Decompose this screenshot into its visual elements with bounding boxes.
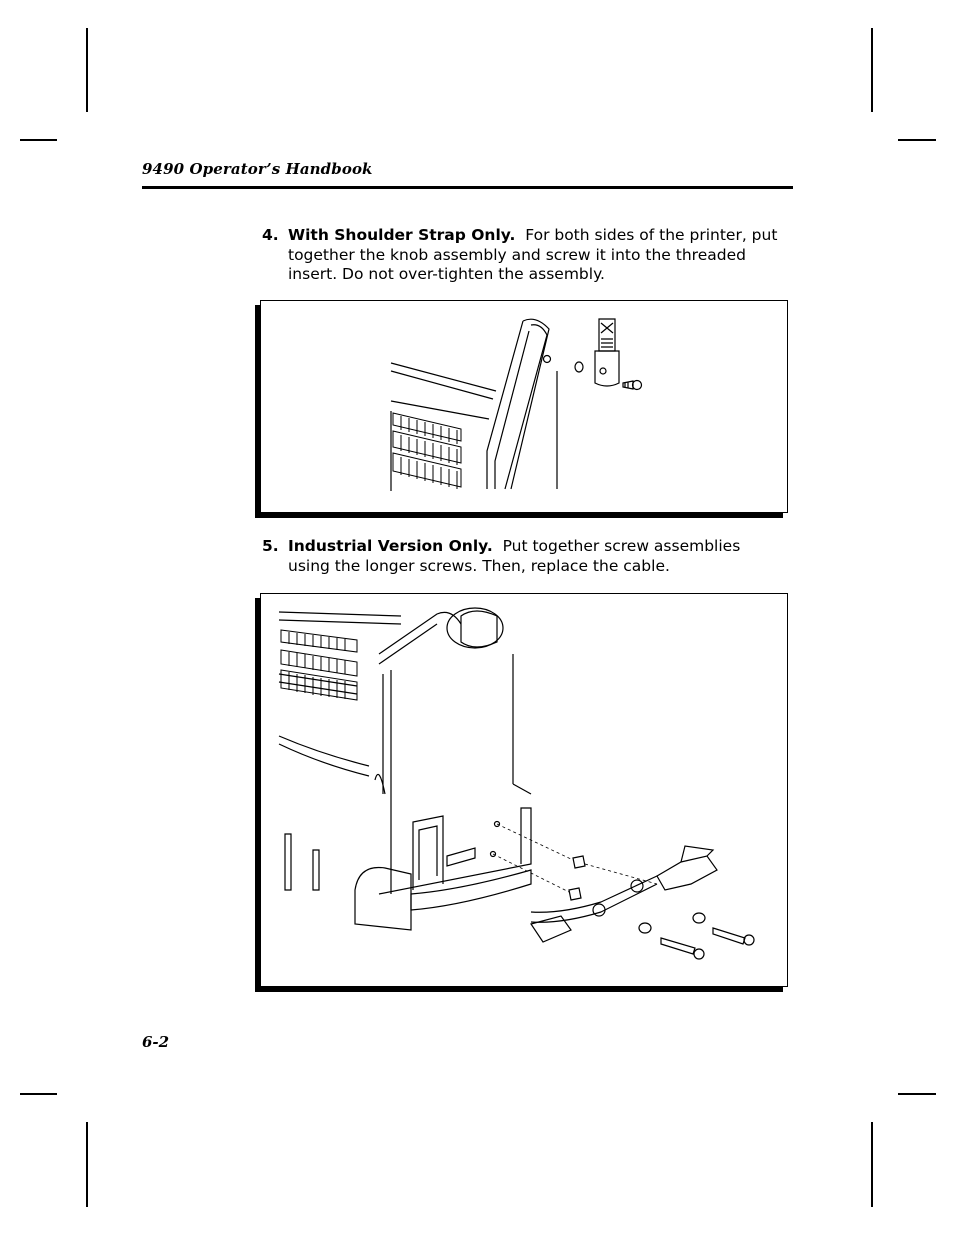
- step-body: Put together screw assemblies using the longer screws. Then, replace the cable.: [288, 537, 741, 575]
- running-header: 9490 Operator’s Handbook: [142, 160, 373, 178]
- step-body: For both sides of the printer, put together the knob assembly and screw it into the threaded insert. Do not over-tighten the assembly.: [288, 226, 778, 283]
- crop-mark: [86, 28, 88, 112]
- crop-mark: [20, 139, 57, 141]
- figure-industrial-version: [260, 593, 788, 987]
- crop-mark: [86, 1122, 88, 1207]
- crop-mark: [871, 28, 873, 112]
- step-title: With Shoulder Strap Only.: [288, 226, 516, 244]
- step-text: [288, 226, 782, 285]
- step-number: 5.: [262, 537, 279, 555]
- step-4: [262, 226, 782, 285]
- step-5: [262, 537, 782, 576]
- step-title: Industrial Version Only.: [288, 537, 493, 555]
- industrial-cable-illustration: [261, 594, 787, 986]
- crop-mark: [898, 139, 936, 141]
- crop-mark: [871, 1122, 873, 1207]
- shoulder-strap-illustration: [261, 301, 787, 512]
- header-rule: [142, 186, 793, 189]
- step-text: [288, 537, 782, 576]
- step-number: 4.: [262, 226, 279, 244]
- crop-mark: [898, 1093, 936, 1095]
- page-number: 6-2: [142, 1033, 170, 1051]
- crop-mark: [20, 1093, 57, 1095]
- figure-shoulder-strap: [260, 300, 788, 513]
